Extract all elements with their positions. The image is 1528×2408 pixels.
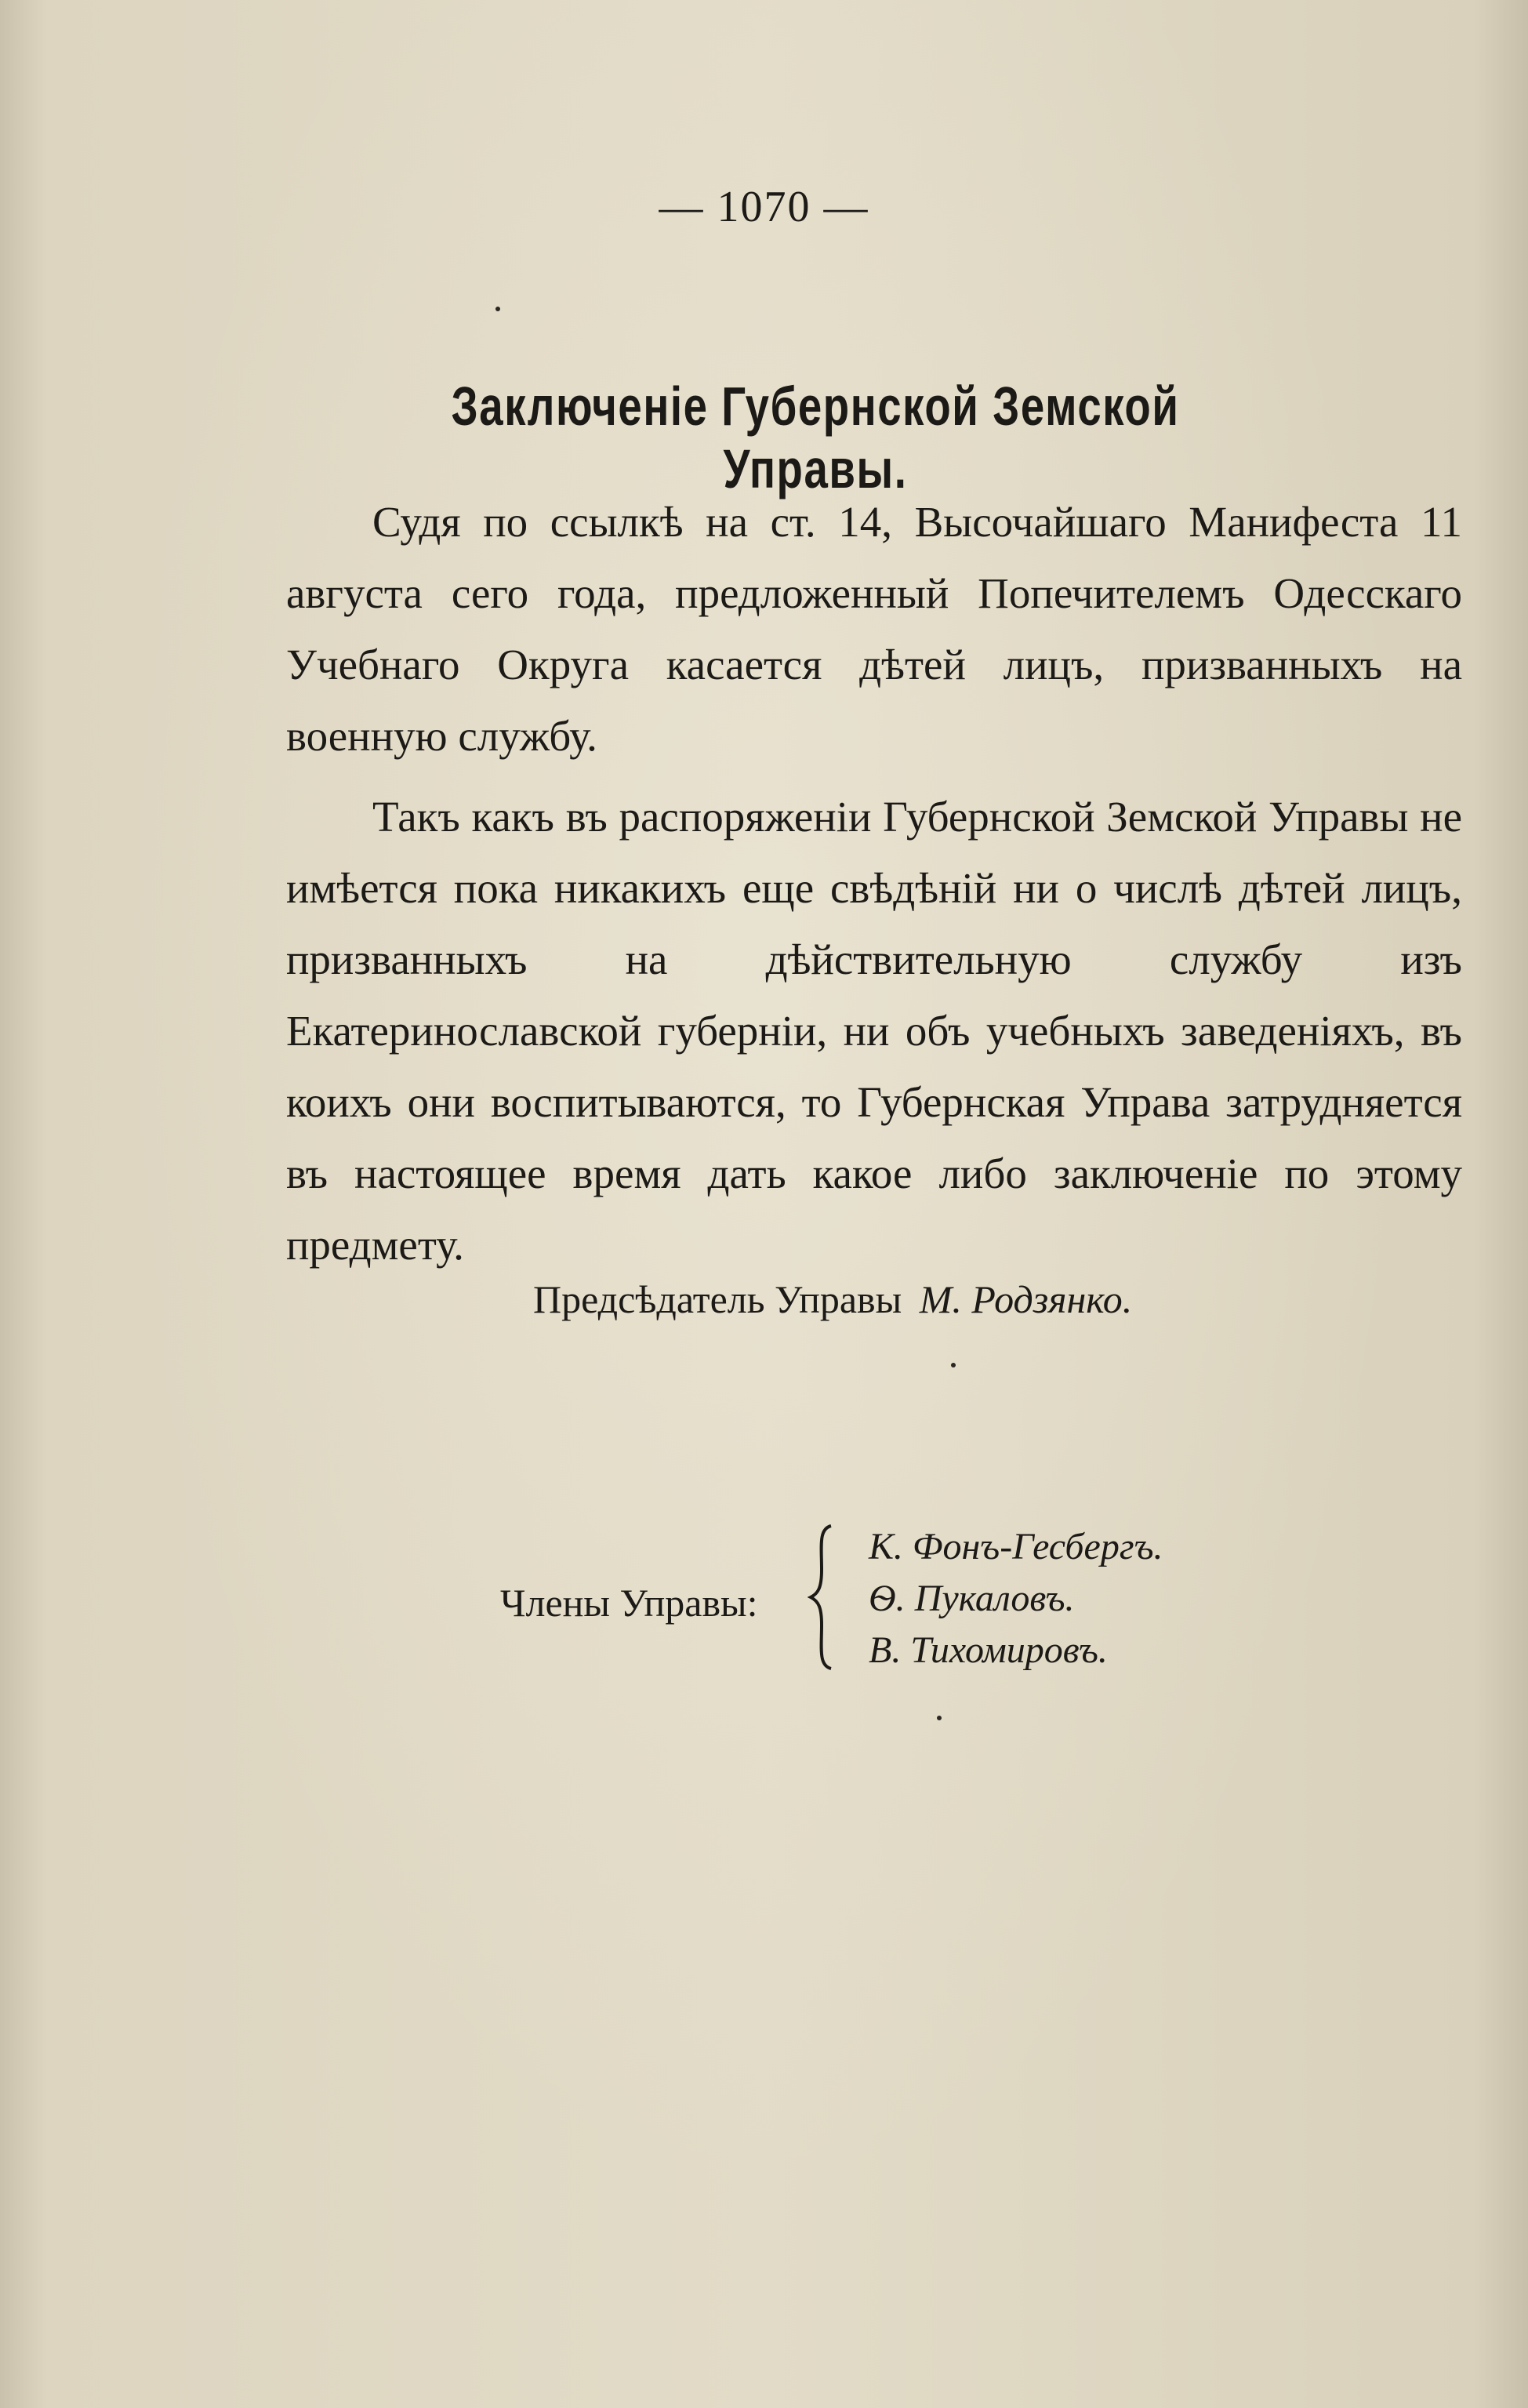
section-heading: Заключенiе Губернской Земской Управы. bbox=[451, 376, 1180, 499]
page-number: — 1070 — bbox=[659, 183, 869, 231]
chairman-name: М. Родзянко. bbox=[919, 1277, 1133, 1321]
members-label: Члены Управы: bbox=[500, 1581, 758, 1625]
ink-speck bbox=[951, 1363, 956, 1367]
body-text bbox=[286, 486, 1462, 1290]
member-name: В. Тихомировъ. bbox=[869, 1629, 1108, 1671]
paragraph: Такъ какъ въ распоряженiи Губернской Земской Управы не имѣется пока никакихъ еще свѣдѣнiй ни о числѣ дѣтей лицъ, призванныхъ на дѣйствительную службу изъ Екатеринославской губернiи, ни объ учебныхъ заведенiяхъ, въ коихъ они воспитываются, то Губернская Управа затрудняется въ настоящее время дать какое либо заключенiе по этому предмету. bbox=[286, 793, 1462, 1269]
paragraph: Судя по ссылкѣ на ст. 14, Высочайшаго Манифеста 11 августа сего года, предложенный Попечителемъ Одесскаго Учебнаго Округа касается дѣтей лицъ, призванныхъ на военную службу. bbox=[286, 498, 1462, 760]
member-name: К. Фонъ-Гесбергъ. bbox=[869, 1526, 1163, 1567]
member-name: Ѳ. Пукаловъ. bbox=[869, 1578, 1075, 1619]
chairman-label: Предсѣдатель Управы bbox=[533, 1277, 902, 1321]
curly-brace-icon bbox=[808, 1523, 839, 1672]
ink-speck bbox=[937, 1716, 942, 1720]
chairman-signature bbox=[533, 1277, 1132, 1322]
ink-speck bbox=[495, 307, 500, 311]
members-list bbox=[869, 1521, 1163, 1676]
